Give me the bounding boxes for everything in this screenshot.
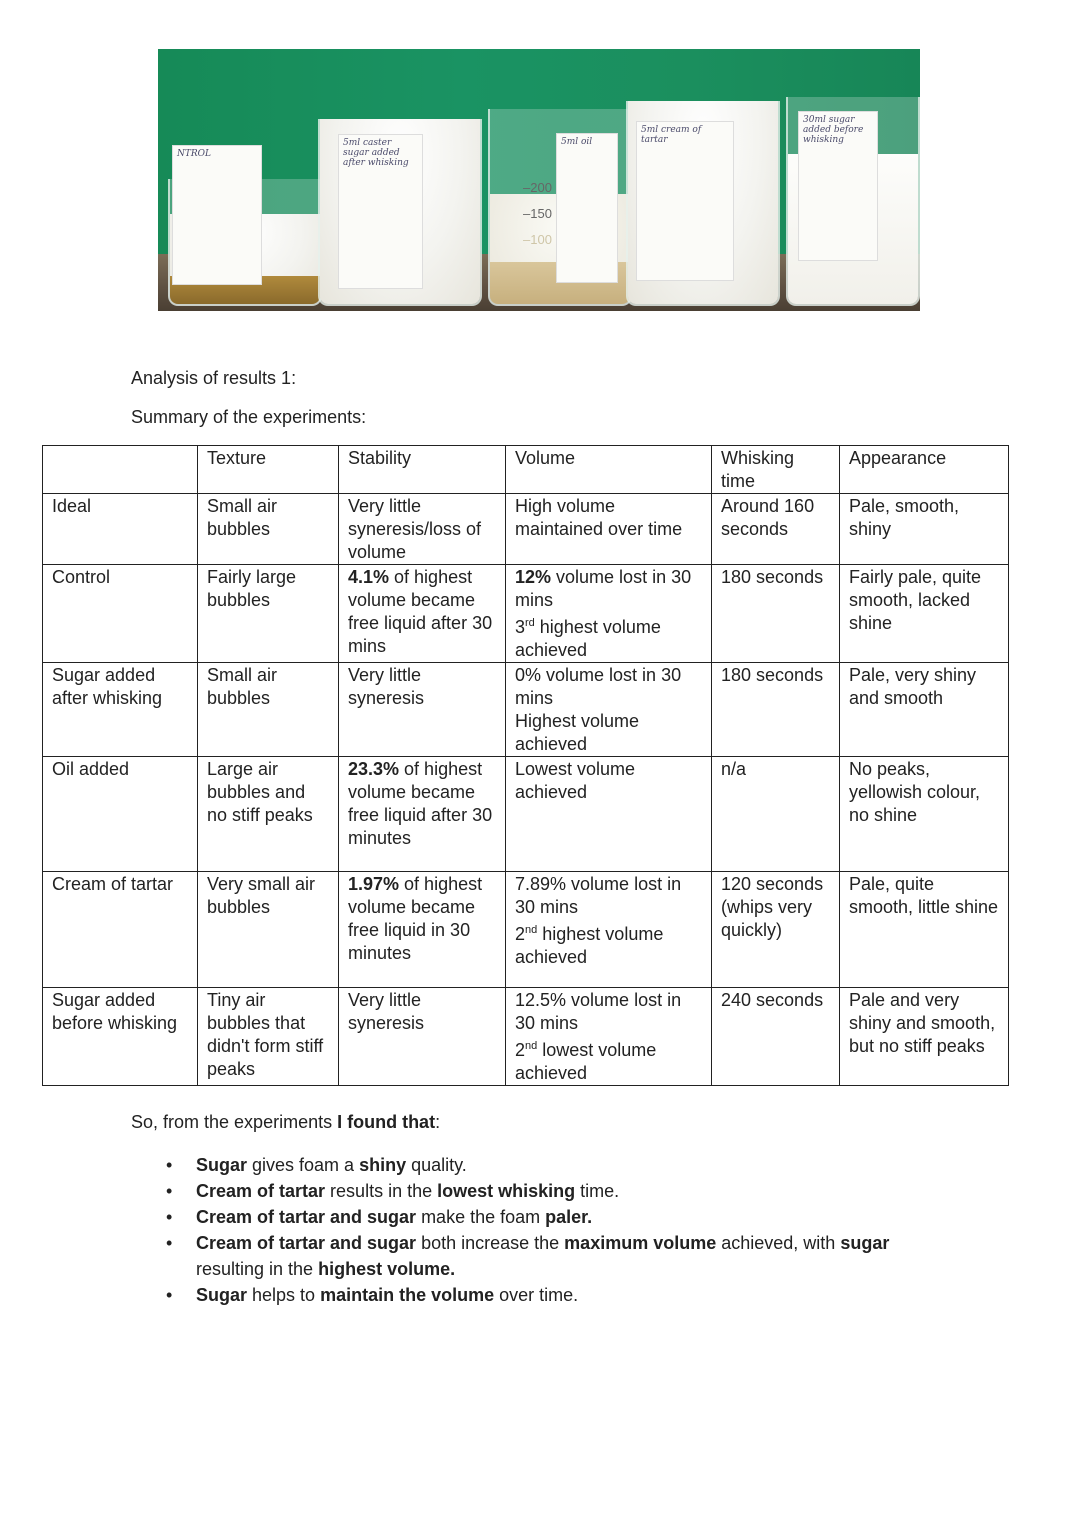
finding-text: quality.	[406, 1155, 467, 1175]
table-row	[43, 565, 1009, 663]
whisking-time-cell: 240 seconds	[712, 988, 840, 1086]
stability-cell	[339, 565, 506, 663]
stability-text: of highest volume became free liquid in 30 minutes	[348, 874, 483, 963]
finding-item	[166, 1204, 926, 1230]
header-cell-whisking-time: Whisking time	[712, 446, 840, 494]
finding-bold-text: lowest whisking	[437, 1181, 576, 1201]
finding-bold-text: paler.	[545, 1207, 593, 1227]
finding-bold-text: Cream of tartar	[196, 1181, 326, 1201]
volume-cell	[506, 988, 712, 1086]
texture-cell: Very small air bubbles	[198, 872, 339, 988]
header-cell-appearance: Appearance	[840, 446, 1009, 494]
volume-cell	[506, 872, 712, 988]
volume-line-2: 2nd lowest volume achieved	[515, 1040, 657, 1083]
appearance-cell: No peaks, yellowish colour, no shine	[840, 757, 1009, 872]
finding-bold-text: Sugar	[196, 1285, 248, 1305]
table-row	[43, 988, 1009, 1086]
volume-cell: Lowest volume achieved	[506, 757, 712, 872]
volume-line-1: 12.5% volume lost in 30 mins	[515, 990, 682, 1033]
finding-item	[166, 1152, 926, 1178]
header-cell-volume: Volume	[506, 446, 712, 494]
finding-text: time.	[575, 1181, 620, 1201]
label-oil: 5ml oil	[556, 133, 618, 283]
row-label: Oil added	[43, 757, 198, 872]
whisking-time-cell: n/a	[712, 757, 840, 872]
finding-text: both increase the	[416, 1233, 565, 1253]
finding-text: resulting in the	[196, 1259, 319, 1279]
appearance-cell: Pale and very shiny and smooth, but no stiff peaks	[840, 988, 1009, 1086]
stability-cell	[339, 757, 506, 872]
label-cream-of-tartar: 5ml cream of tartar	[636, 121, 734, 281]
row-label: Cream of tartar	[43, 872, 198, 988]
finding-item	[166, 1230, 926, 1282]
volume-line-2: Highest volume achieved	[515, 711, 640, 754]
volume-line-1: 7.89% volume lost in 30 mins	[515, 874, 682, 917]
appearance-cell: Pale, very shiny and smooth	[840, 663, 1009, 757]
label-control: NTROL	[172, 145, 262, 285]
beaker-scale: –200 –150 –100	[523, 180, 552, 247]
summary-table	[42, 445, 1009, 1086]
texture-cell: Large air bubbles and no stiff peaks	[198, 757, 339, 872]
whisking-time-cell: 120 seconds (whips very quickly)	[712, 872, 840, 988]
finding-text: gives foam a	[247, 1155, 360, 1175]
texture-cell: Fairly large bubbles	[198, 565, 339, 663]
finding-bold-text: sugar	[840, 1233, 890, 1253]
stability-percent: 4.1%	[348, 567, 390, 587]
summary-heading: Summary of the experiments:	[131, 407, 367, 427]
stability-text: of highest volume became free liquid after 30 minutes	[348, 759, 493, 848]
volume-line-2: 3rd highest volume achieved	[515, 617, 661, 660]
findings-list	[166, 1152, 926, 1308]
header-cell-empty	[43, 446, 198, 494]
header-cell-texture: Texture	[198, 446, 339, 494]
stability-cell: Very little syneresis	[339, 663, 506, 757]
finding-text: helps to	[247, 1285, 321, 1305]
stability-text: of highest volume became free liquid after 30 mins	[348, 567, 493, 656]
whisking-time-cell: 180 seconds	[712, 663, 840, 757]
row-label: Ideal	[43, 494, 198, 565]
finding-text: over time.	[494, 1285, 579, 1305]
table-header-row	[43, 446, 1009, 494]
experiment-photo	[158, 49, 920, 311]
stability-percent: 1.97%	[348, 874, 400, 894]
appearance-cell: Pale, smooth, shiny	[840, 494, 1009, 565]
stability-cell: Very little syneresis	[339, 988, 506, 1086]
appearance-cell: Fairly pale, quite smooth, lacked shine	[840, 565, 1009, 663]
finding-bold-text: highest volume.	[318, 1259, 456, 1279]
table-row	[43, 757, 1009, 872]
texture-cell: Small air bubbles	[198, 494, 339, 565]
label-sugar-after: 5ml caster sugar added after whisking	[338, 134, 423, 289]
findings-intro: So, from the experiments I found that:	[131, 1112, 441, 1132]
finding-bold-text: Cream of tartar and sugar	[196, 1207, 417, 1227]
finding-text: make the foam	[416, 1207, 546, 1227]
table-row	[43, 494, 1009, 565]
finding-bold-text: Sugar	[196, 1155, 248, 1175]
finding-bold-text: shiny	[359, 1155, 407, 1175]
finding-bold-text: Cream of tartar and sugar	[196, 1233, 417, 1253]
finding-item	[166, 1282, 926, 1308]
finding-bold-text: maximum volume	[564, 1233, 717, 1253]
volume-line-1: 0% volume lost in 30 mins	[515, 665, 682, 708]
texture-cell: Small air bubbles	[198, 663, 339, 757]
analysis-heading: Analysis of results 1:	[131, 368, 297, 388]
row-label: Sugar added before whisking	[43, 988, 198, 1086]
volume-cell: High volume maintained over time	[506, 494, 712, 565]
stability-cell: Very little syneresis/loss of volume	[339, 494, 506, 565]
texture-cell: Tiny air bubbles that didn't form stiff peaks	[198, 988, 339, 1086]
finding-text: achieved, with	[716, 1233, 841, 1253]
finding-text: results in the	[325, 1181, 438, 1201]
row-label: Control	[43, 565, 198, 663]
stability-percent: 23.3%	[348, 759, 400, 779]
whisking-time-cell: 180 seconds	[712, 565, 840, 663]
table-row	[43, 663, 1009, 757]
volume-line-2: 2nd highest volume achieved	[515, 924, 664, 967]
table-row	[43, 872, 1009, 988]
volume-cell	[506, 663, 712, 757]
stability-cell	[339, 872, 506, 988]
whisking-time-cell: Around 160 seconds	[712, 494, 840, 565]
appearance-cell: Pale, quite smooth, little shine	[840, 872, 1009, 988]
label-sugar-before: 30ml sugar added before whisking	[798, 111, 878, 261]
finding-bold-text: maintain the volume	[320, 1285, 495, 1305]
volume-line-1: 12% volume lost in 30 mins	[515, 567, 692, 610]
row-label: Sugar added after whisking	[43, 663, 198, 757]
volume-cell	[506, 565, 712, 663]
finding-item	[166, 1178, 926, 1204]
header-cell-stability: Stability	[339, 446, 506, 494]
